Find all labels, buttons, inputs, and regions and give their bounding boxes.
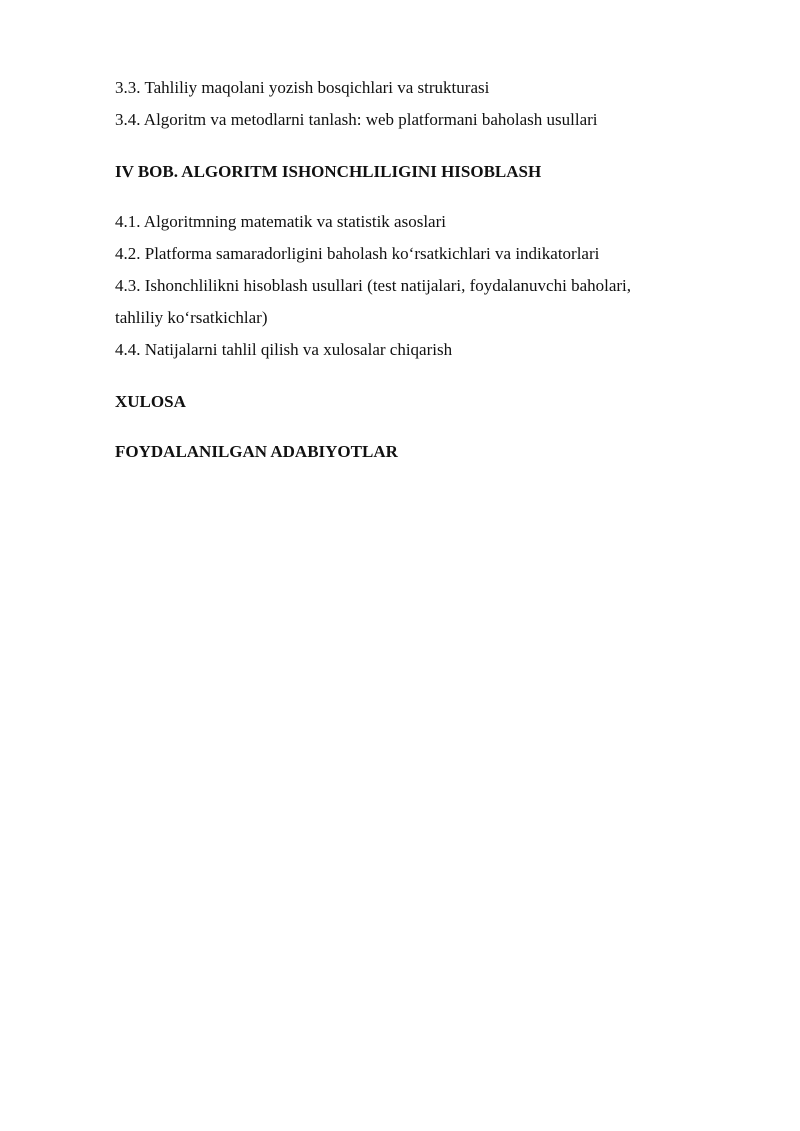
toc-item-3-4: 3.4. Algoritm va metodlarni tanlash: web platformani baholash usullari	[115, 110, 598, 129]
references-heading: FOYDALANILGAN ADABIYOTLAR	[115, 442, 398, 461]
toc-item-4-4: 4.4. Natijalarni tahlil qilish va xulosalar chiqarish	[115, 340, 453, 359]
table-of-contents	[115, 72, 715, 468]
toc-item-4-3-line-1: 4.3. Ishonchlilikni hisoblash usullari (test natijalari, foydalanuvchi baholari,	[115, 276, 632, 295]
conclusion-heading: XULOSA	[115, 392, 186, 411]
toc-item-4-1: 4.1. Algoritmning matematik va statistik asoslari	[115, 212, 446, 231]
toc-item-4-2: 4.2. Platforma samaradorligini baholash ko‘rsatkichlari va indikatorlari	[115, 244, 600, 263]
chapter-4-heading: IV BOB. ALGORITM ISHONCHLILIGINI HISOBLASH	[115, 162, 542, 181]
toc-item-4-3-line-2: tahliliy ko‘rsatkichlar)	[115, 308, 268, 327]
toc-item-3-3: 3.3. Tahliliy maqolani yozish bosqichlari va strukturasi	[115, 78, 490, 97]
